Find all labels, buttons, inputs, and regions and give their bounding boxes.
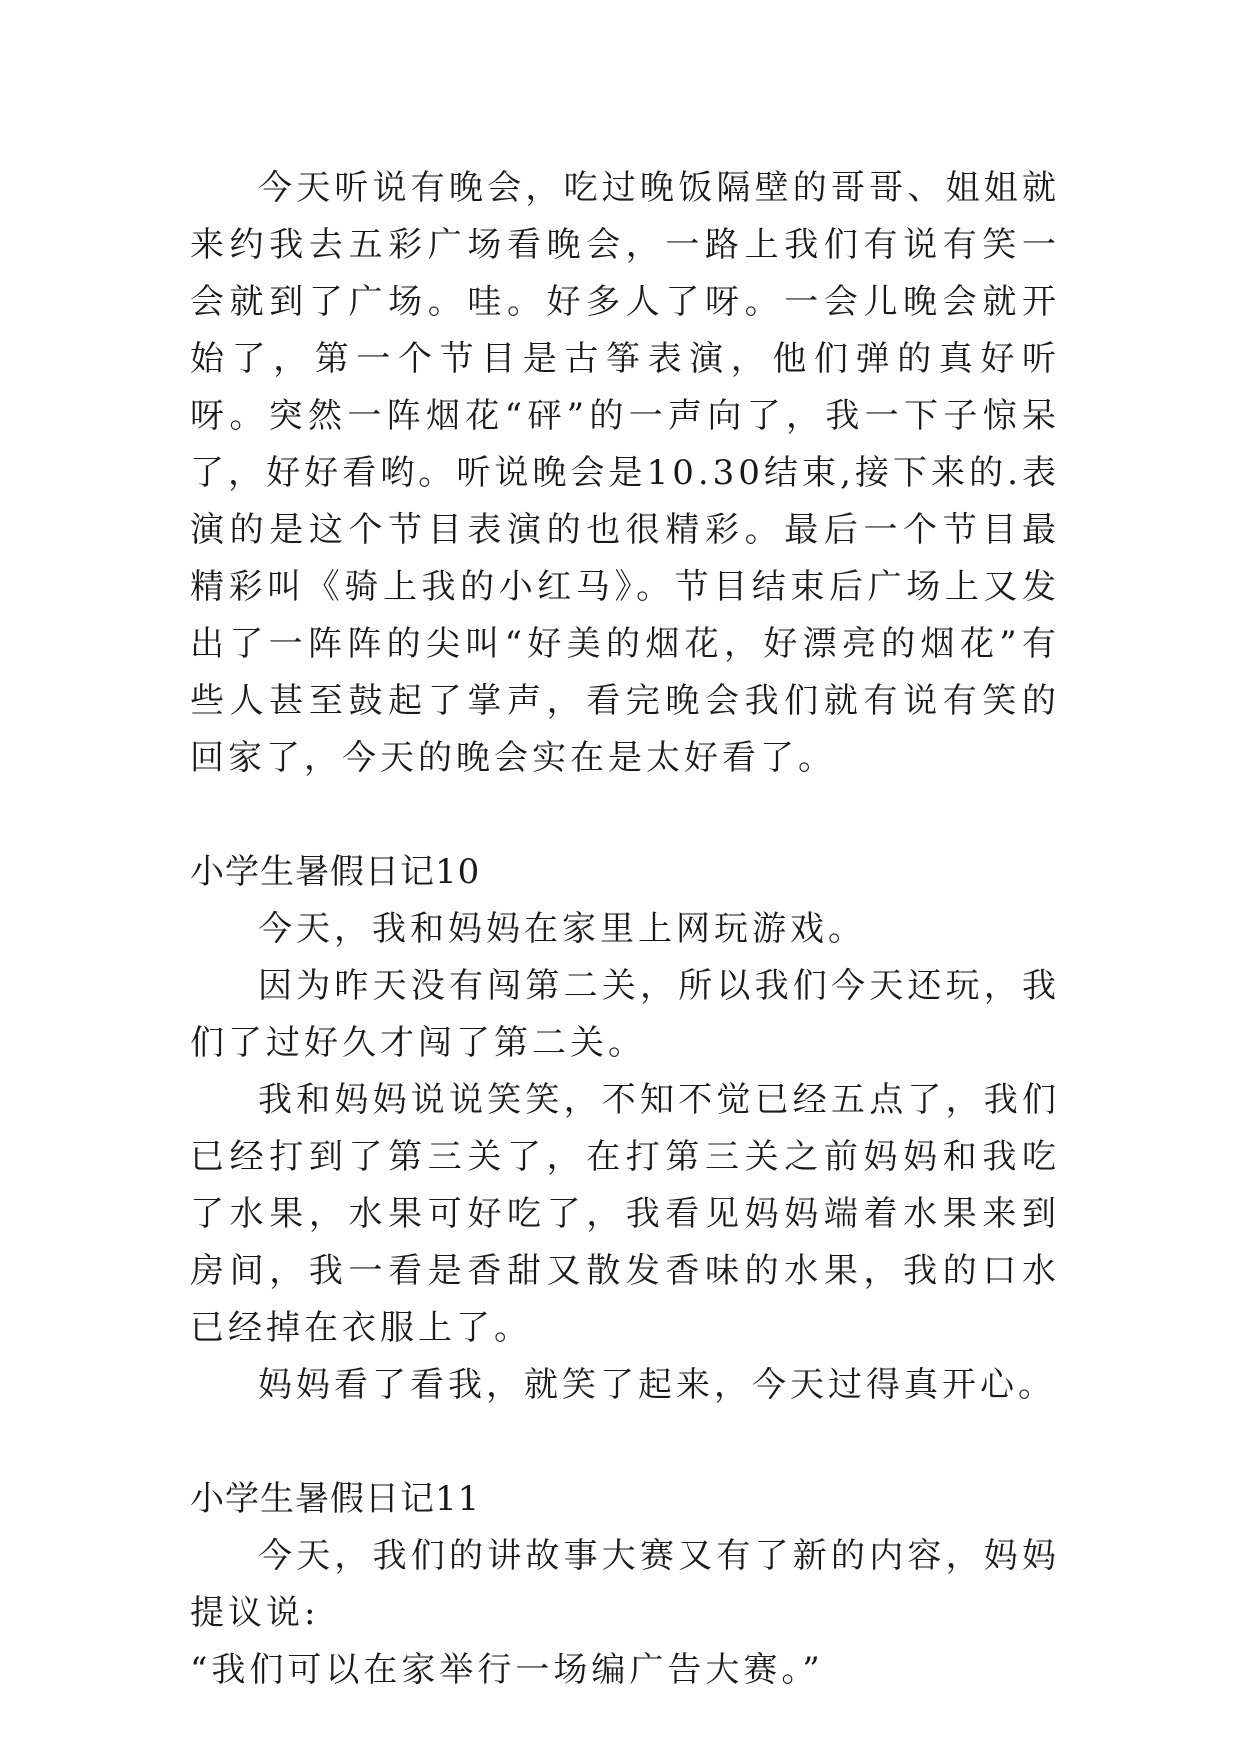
diary-10-paragraph-1: 今天，我和妈妈在家里上网玩游戏。 [258, 909, 866, 949]
paragraph-evening-party: 今天听说有晚会，吃过晚饭隔壁的哥哥、姐姐就来约我去五彩广场看晚会，一路上我们有说有笑一会就到了广场。哇。好多人了呀。一会儿晚会就开始了，第一个节目是古筝表演，他们弹的真好听呀。突然一阵烟花“砰”的一声向了，我一下子惊呆了，好好看哟。听说晚会是10.30结束,接下来的.表演的是这个节目表演的也很精彩。最后一个节目最精彩叫《骑上我的小红马》。节目结束后广场上又发出了一阵阵的尖叫“好美的烟花，好漂亮的烟花”有些人甚至鼓起了掌声，看完晚会我们就有说有笑的回家了，今天的晚会实在是太好看了。 [190, 168, 1060, 778]
diary-11-paragraph-1: 今天，我们的讲故事大赛又有了新的内容，妈妈提议说: [190, 1536, 1060, 1633]
diary-11-title: 小学生暑假日记11 [190, 1479, 481, 1519]
diary-10-paragraph-3: 我和妈妈说说笑笑，不知不觉已经五点了，我们已经打到了第三关了，在打第三关之前妈妈和我吃了水果，水果可好吃了，我看见妈妈端着水果来到房间，我一看是香甜又散发香味的水果，我的口水已经掉在衣服上了。 [190, 1080, 1060, 1348]
diary-10-paragraph-2: 因为昨天没有闯第二关，所以我们今天还玩，我们了过好久才闯了第二关。 [190, 966, 1060, 1063]
document-body [190, 160, 1060, 1699]
diary-10-title: 小学生暑假日记10 [190, 852, 481, 892]
diary-11-quote: “我们可以在家举行一场编广告大赛。” [190, 1650, 824, 1690]
diary-10-paragraph-4: 妈妈看了看我，就笑了起来，今天过得真开心。 [258, 1365, 1056, 1405]
